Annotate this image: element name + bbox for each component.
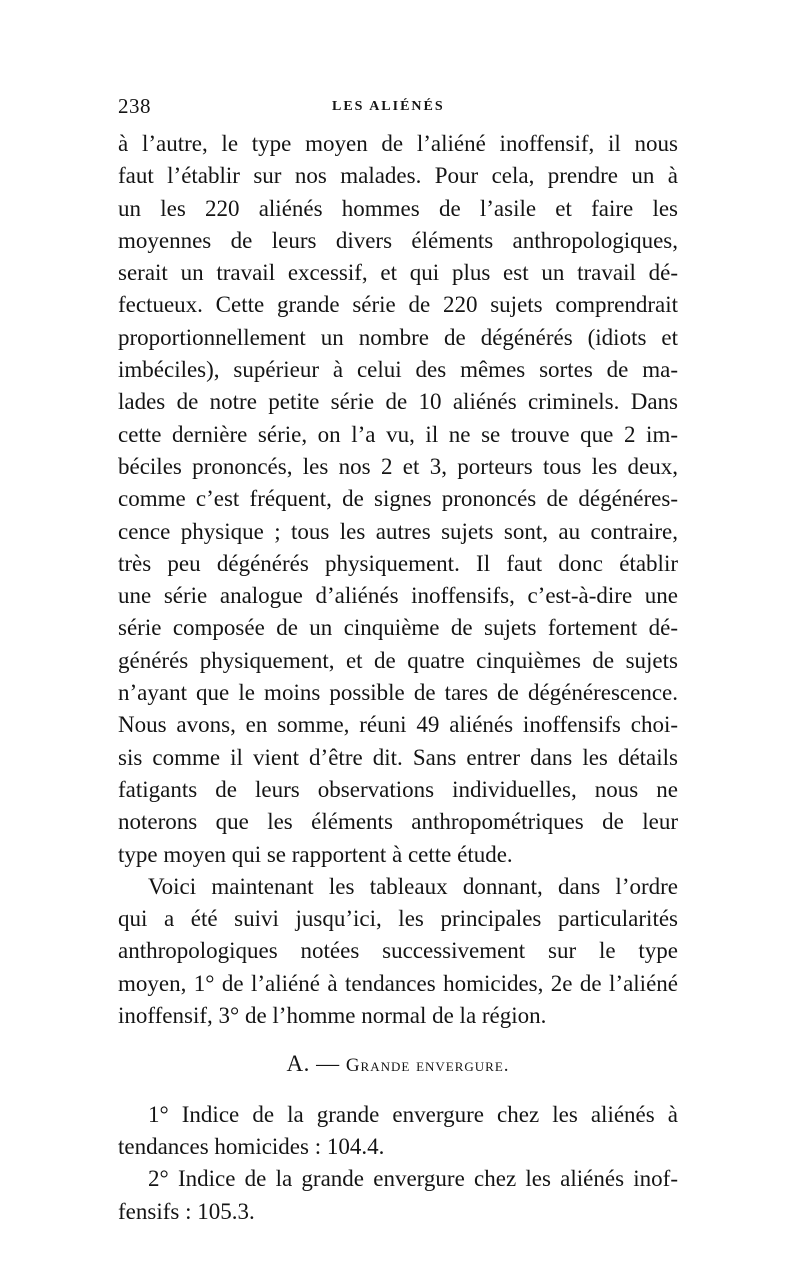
text-line: serait un travail excessif, et qui plus est un travail dé-: [118, 260, 678, 286]
text-line: très peu dégénérés physiquement. Il faut donc établir: [118, 550, 678, 576]
section-heading-prefix: A. —: [286, 1051, 346, 1077]
text-line: anthropologiques notées successivement sur le type: [118, 938, 678, 964]
text-line: à l’autre, le type moyen de l’aliéné inoffensif, il nous: [118, 131, 678, 156]
paragraph-2: [118, 871, 678, 1032]
text-line: moyennes de leurs divers éléments anthropologiques,: [118, 227, 678, 253]
page-header: [118, 94, 678, 120]
text-line: type moyen qui se rapportent à cette étude.: [118, 841, 513, 867]
text-line: qui a été suivi jusqu’ici, les principales particularités: [118, 906, 678, 932]
text-line: n’ayant que le moins possible de tares de dégénérescence.: [118, 680, 678, 706]
section-heading-title: Grande envergure.: [345, 1055, 510, 1077]
text-line: Nous avons, en somme, réuni 49 aliénés inoffensifs choi-: [118, 712, 678, 738]
text-line: série composée de un cinquième de sujets fortement dé-: [118, 615, 678, 641]
text-line: imbéciles), supérieur à celui des mêmes sortes de ma-: [118, 357, 678, 383]
text-line: proportionnellement un nombre de dégénérés (idiots et: [118, 324, 678, 350]
text-line: 1° Indice de la grande envergure chez les aliénés à: [148, 1101, 678, 1127]
text-line: 2° Indice de la grande envergure chez les aliénés inof-: [148, 1166, 678, 1192]
paragraph-1: [118, 128, 678, 871]
text-line: cette dernière série, on l’a vu, il ne se trouve que 2 im-: [118, 421, 678, 447]
text-line: fatigants de leurs observations individuelles, nous ne: [118, 776, 678, 802]
text-line: faut l’établir sur nos malades. Pour cela, prendre un à: [118, 163, 678, 189]
page-number: 238: [118, 94, 151, 118]
body-text: [118, 128, 678, 1228]
text-line: un les 220 aliénés hommes de l’asile et faire les: [118, 195, 678, 221]
text-line: fensifs : 105.3.: [118, 1198, 255, 1224]
item-1: [118, 1099, 678, 1164]
text-line: tendances homicides : 104.4.: [118, 1133, 385, 1159]
text-line: fectueux. Cette grande série de 220 sujets comprendrait: [118, 292, 678, 318]
item-2: [118, 1163, 678, 1228]
text-line: une série analogue d’aliénés inoffensifs, c’est-à-dire une: [118, 583, 678, 609]
text-line: cence physique ; tous les autres sujets sont, au contraire,: [118, 518, 678, 544]
text-line: noterons que les éléments anthropométriques de leur: [118, 809, 678, 835]
section-heading: [118, 1048, 678, 1080]
text-line: inoffensif, 3° de l’homme normal de la région.: [118, 1003, 547, 1029]
text-line: sis comme il vient d’être dit. Sans entrer dans les détails: [118, 744, 678, 770]
text-line: lades de notre petite série de 10 aliénés criminels. Dans: [118, 389, 678, 415]
text-line: Voici maintenant les tableaux donnant, dans l’ordre: [148, 873, 678, 899]
text-line: comme c’est fréquent, de signes prononcés de dégénéres-: [118, 486, 678, 512]
text-line: béciles prononcés, les nos 2 et 3, porteurs tous les deux,: [118, 453, 678, 479]
running-head: LES ALIÉNÉS: [332, 99, 445, 114]
text-line: moyen, 1° de l’aliéné à tendances homicides, 2e de l’aliéné: [118, 970, 678, 996]
text-line: générés physiquement, et de quatre cinquièmes de sujets: [118, 647, 678, 673]
